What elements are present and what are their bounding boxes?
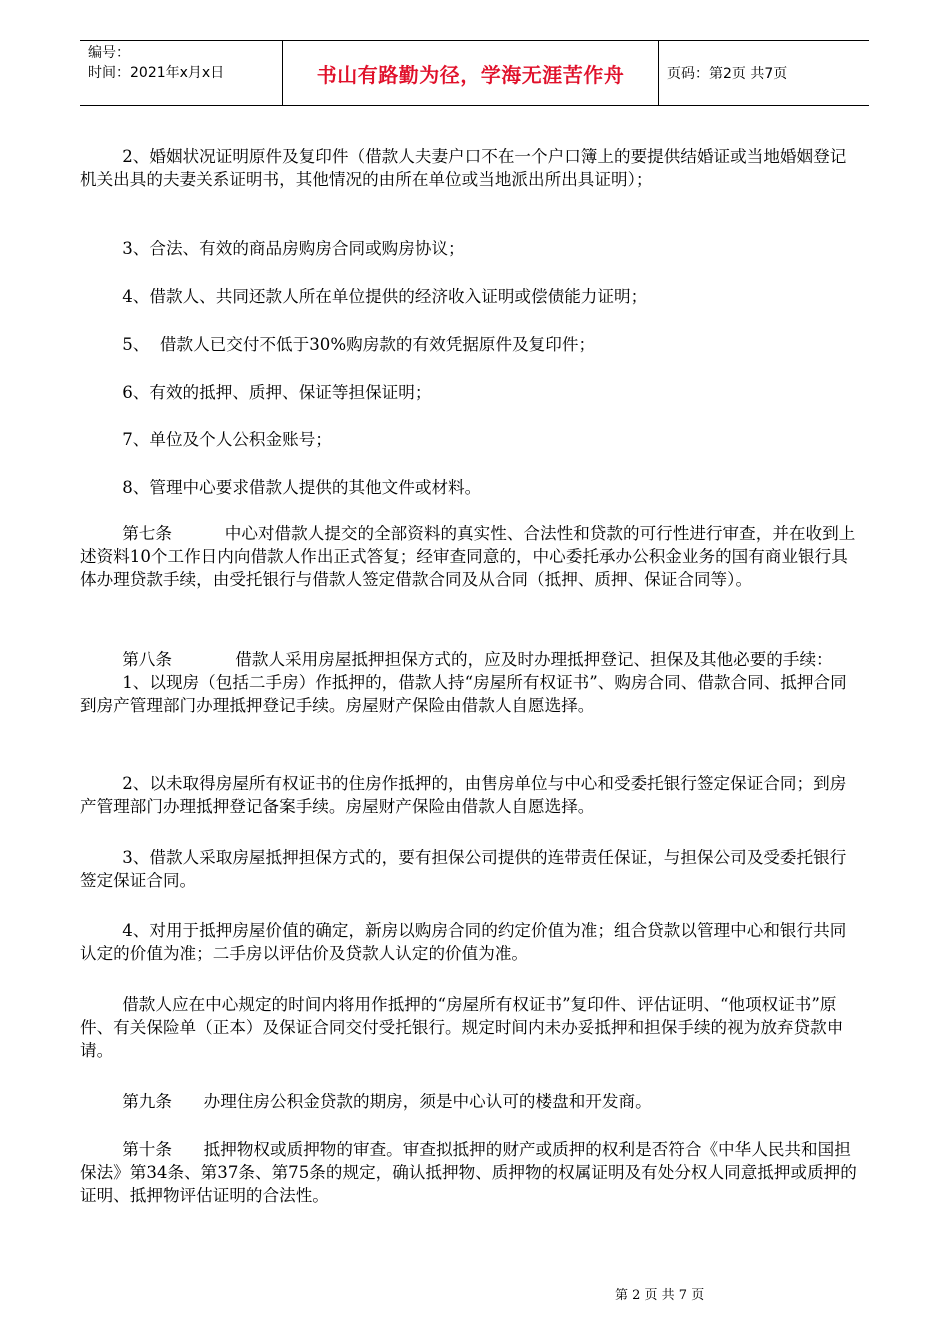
document-number-label: 编号： xyxy=(88,45,130,61)
paragraph: 4、借款人、共同还款人所在单位提供的经济收入证明或偿债能力证明； xyxy=(80,287,648,306)
paragraph: 3、借款人采取房屋抵押担保方式的，要有担保公司提供的连带责任保证，与担保公司及受委托银行签定保证合同。 xyxy=(80,848,847,890)
paragraph-article-7: 第七条 中心对借款人提交的全部资料的真实性、合法性和贷款的可行性进行审查，并在收到上述资料10个工作日内向借款人作出正式答复；经审查同意的，中心委托承办公积金业务的国有商业银行具体办理贷款手续，由受托银行与借款人签定借款合同及从合同（抵押、质押、保证合同等）。 xyxy=(80,524,856,589)
header-page-number: 页码：第2页 共7页 xyxy=(667,66,788,82)
paragraph: 6、有效的抵押、质押、保证等担保证明； xyxy=(80,383,432,402)
paragraph: 5、 借款人已交付不低于30%购房款的有效凭据原件及复印件； xyxy=(80,335,596,354)
paragraph-article-9: 第九条 办理住房公积金贷款的期房，须是中心认可的楼盘和开发商。 xyxy=(80,1092,652,1111)
paragraph: 4、对用于抵押房屋价值的确定，新房以购房合同的约定价值为准；组合贷款以管理中心和银行共同认定的价值为准；二手房以评估价及贷款人认定的价值为准。 xyxy=(80,921,847,963)
header-meta xyxy=(80,41,283,105)
header-motto: 书山有路勤为径，学海无涯苦作舟 xyxy=(283,41,659,105)
paragraph: 借款人应在中心规定的时间内将用作抵押的“房屋所有权证书”复印件、评估证明、“他项权证书”原件、有关保险单（正本）及保证合同交付受托银行。规定时间内未办妥抵押和担保手续的视为放弃贷款申请。 xyxy=(80,995,844,1060)
paragraph: 8、管理中心要求借款人提供的其他文件或材料。 xyxy=(80,478,482,497)
paragraph-article-10: 第十条 抵押物权或质押物的审查。审查拟抵押的财产或质押的权利是否符合《中华人民共和国担保法》第34条、第37条、第75条的规定，确认抵押物、质押物的权属证明及有处分权人同意抵押或质押的证明、抵押物评估证明的合法性。 xyxy=(80,1140,857,1205)
paragraph: 2、婚姻状况证明原件及复印件（借款人夫妻户口不在一个户口簿上的要提供结婚证或当地婚姻登记机关出具的夫妻关系证明书，其他情况的由所在单位或当地派出所出具证明）； xyxy=(80,147,847,189)
paragraph: 2、以未取得房屋所有权证书的住房作抵押的，由售房单位与中心和受委托银行签定保证合同；到房产管理部门办理抵押登记备案手续。房屋财产保险由借款人自愿选择。 xyxy=(80,774,847,816)
paragraph: 7、单位及个人公积金账号； xyxy=(80,430,332,449)
document-date-label: 时间：2021年x月x日 xyxy=(88,65,225,81)
page-header xyxy=(80,40,869,106)
page-footer: 第 2 页 共 7 页 xyxy=(615,1288,705,1303)
paragraph-article-8: 第八条 借款人采用房屋抵押担保方式的，应及时办理抵押登记、担保及其他必要的手续： 1、以现房（包括二手房）作抵押的，借款人持“房屋所有权证书”、购房合同、借款合同、抵押合同到房产管理部门办理抵押登记手续。房屋财产保险由借款人自愿选择。 xyxy=(80,650,847,715)
paragraph: 3、合法、有效的商品房购房合同或购房协议； xyxy=(80,239,465,258)
